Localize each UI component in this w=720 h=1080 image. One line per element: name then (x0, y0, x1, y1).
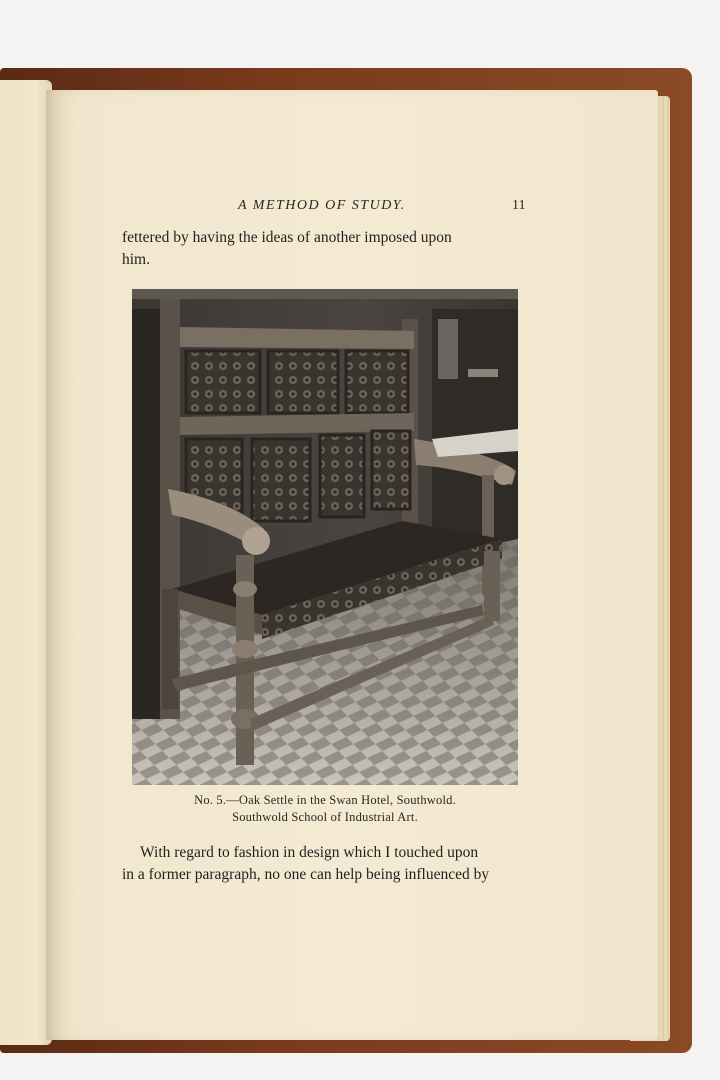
running-head: A METHOD OF STUDY. (238, 198, 406, 213)
figure-caption-line2: Southwold School of Industrial Art. (232, 810, 418, 824)
page-number: 11 (512, 198, 526, 213)
oak-settle-photograph (132, 289, 518, 785)
text-line-content: With regard to fashion in design which I touched upon (140, 844, 479, 861)
figure-caption-line1: No. 5.—Oak Settle in the Swan Hotel, Southwold. (194, 793, 456, 807)
facing-page-edge (0, 80, 52, 1045)
paragraph-top (122, 227, 526, 271)
text-line: him. (122, 251, 150, 268)
paragraph-bottom (122, 842, 526, 886)
text-line (122, 842, 526, 864)
text-line: fettered by having the ideas of another imposed upon (122, 229, 452, 246)
text-line: in a former paragraph, no one can help being influenced by (122, 866, 490, 883)
